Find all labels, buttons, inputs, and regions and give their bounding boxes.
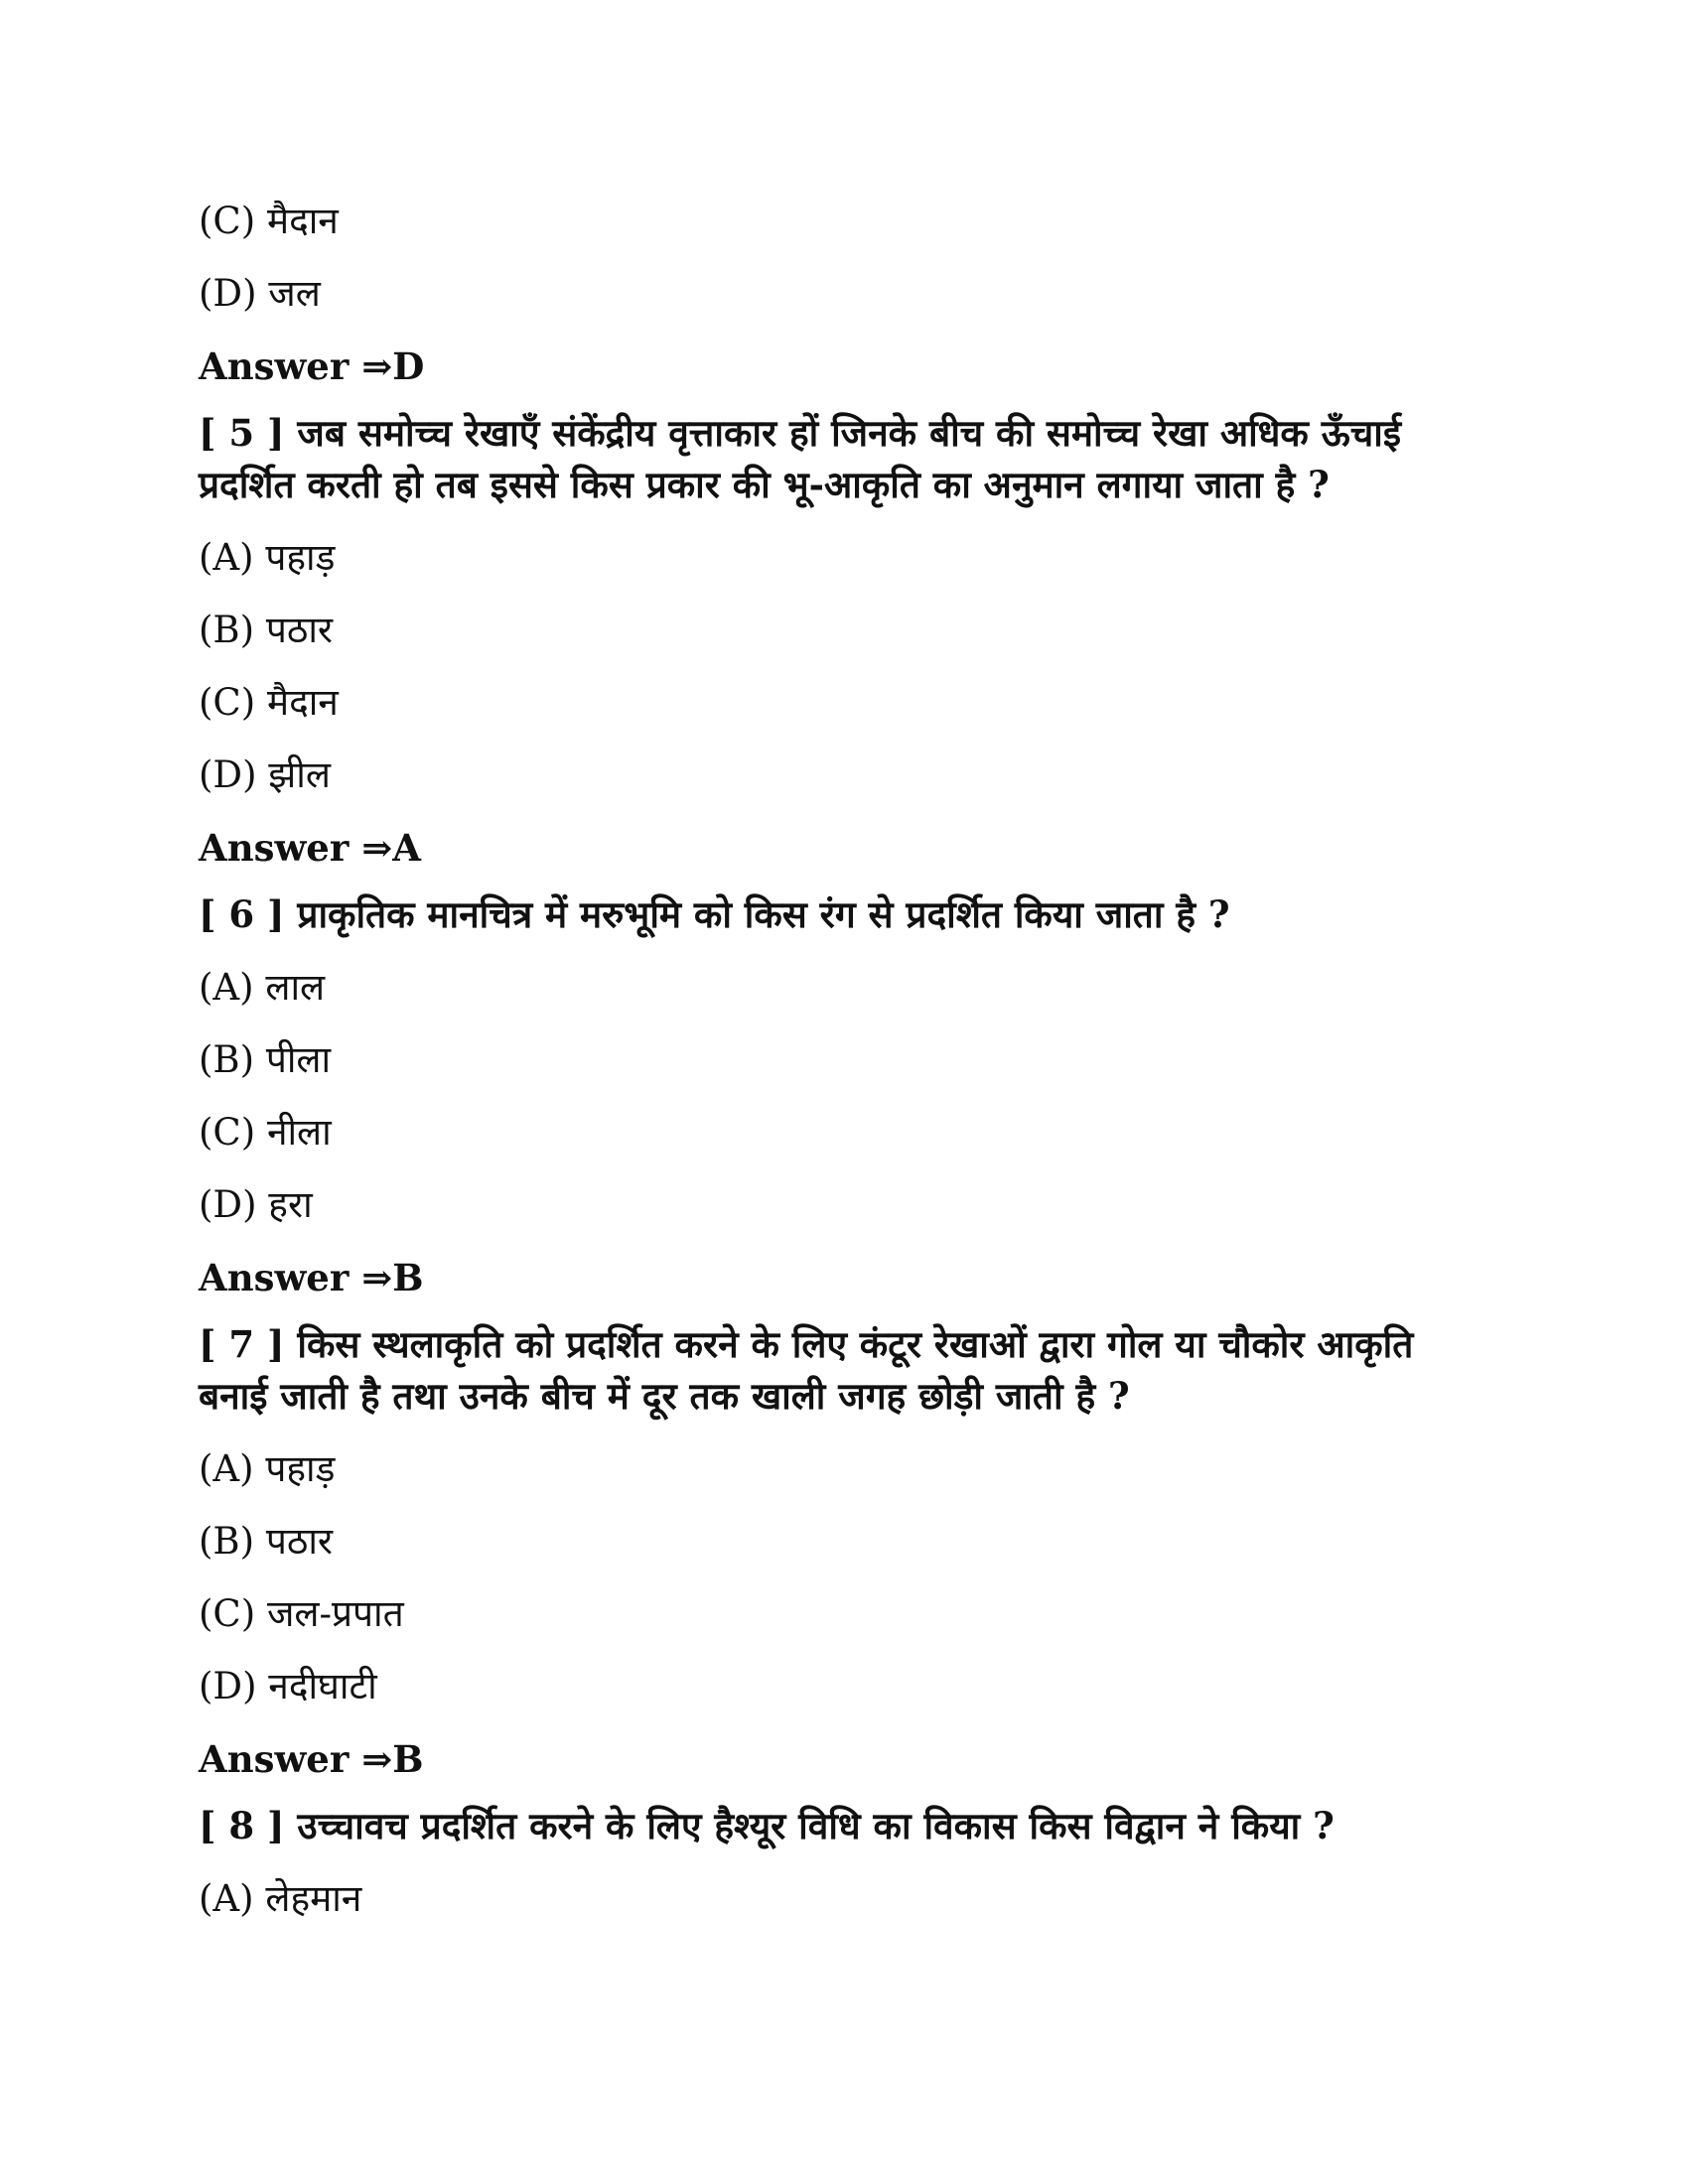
question-line: [ 8 ] उच्चावच प्रदर्शित करने के लिए हैश्यूर विधि का विकास किस विद्वान ने किया ?: [199, 1804, 1335, 1847]
question: [199, 1800, 1489, 1851]
option: (D) हरा: [199, 1183, 313, 1226]
option: (A) लाल: [199, 966, 326, 1009]
question: [199, 888, 1489, 940]
answer: Answer ⇒B: [199, 1737, 424, 1781]
question-line: बनाई जाती है तथा उनके बीच में दूर तक खाली जगह छोड़ी जाती है ?: [199, 1374, 1130, 1418]
question: [199, 407, 1489, 510]
option: (B) पठार: [199, 609, 334, 651]
question-line: [ 6 ] प्राकृतिक मानचित्र में मरुभूमि को किस रंग से प्रदर्शित किया जाता है ?: [199, 892, 1230, 936]
question-line: प्रदर्शित करती हो तब इससे किस प्रकार की भू-आकृति का अनुमान लगाया जाता है ?: [199, 463, 1330, 506]
answer: Answer ⇒A: [199, 826, 421, 870]
option: (D) जल: [199, 272, 321, 315]
option: (A) लेहमान: [199, 1877, 362, 1920]
option: (D) झील: [199, 753, 331, 796]
option: (A) पहाड़: [199, 536, 336, 579]
option: (A) पहाड़: [199, 1447, 336, 1490]
option: (B) पीला: [199, 1038, 332, 1081]
answer: Answer ⇒D: [199, 344, 425, 388]
answer: Answer ⇒B: [199, 1256, 424, 1299]
option: (C) नीला: [199, 1111, 332, 1154]
option: (D) नदीघाटी: [199, 1665, 377, 1707]
question-line: [ 5 ] जब समोच्च रेखाएँ संकेंद्रीय वृत्ताकार हों जिनके बीच की समोच्च रेखा अधिक ऊँचाई: [199, 411, 1402, 455]
question-line: [ 7 ] किस स्थलाकृति को प्रदर्शित करने के लिए कंटूर रेखाओं द्वारा गोल या चौकोर आकृति: [199, 1322, 1414, 1366]
option: (B) पठार: [199, 1520, 334, 1563]
option: (C) मैदान: [199, 200, 339, 242]
document-page: [199, 194, 1489, 1944]
option: (C) जल-प्रपात: [199, 1592, 404, 1635]
option: (C) मैदान: [199, 681, 339, 724]
question: [199, 1318, 1489, 1422]
